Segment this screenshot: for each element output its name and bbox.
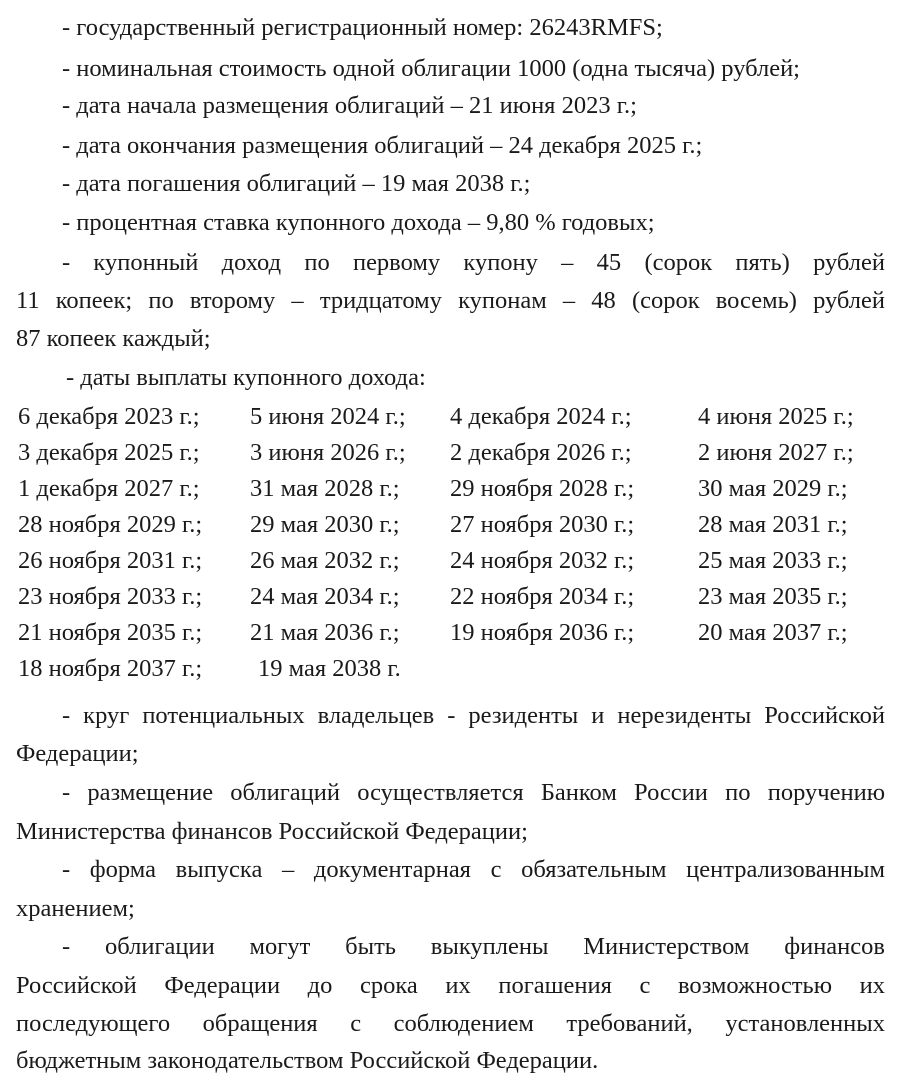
payment-dates-heading: - даты выплаты купонного дохода: [66,364,426,391]
payment-date: 28 мая 2031 г.; [698,511,848,538]
payment-date: 23 мая 2035 г.; [698,583,848,610]
bullet-coupon-rate: - процентная ставка купонного дохода – 9,80 % годовых; [62,209,655,236]
payment-dates-row [18,439,878,475]
payment-date: 31 мая 2028 г.; [250,475,400,502]
owners-line-1: - круг потенциальных владельцев - резиденты и нерезиденты Российской [62,702,885,729]
payment-date: 19 мая 2038 г. [258,655,401,682]
payment-date: 26 ноября 2031 г.; [18,547,203,574]
buyback-line-1: - облигации могут быть выкуплены Министерством финансов [62,933,885,960]
payment-date: 20 мая 2037 г.; [698,619,848,646]
bullet-redemption-date: - дата погашения облигаций – 19 мая 2038 г.; [62,170,531,197]
payment-date: 2 декабря 2026 г.; [450,439,632,466]
coupon-income-line-1: - купонный доход по первому купону – 45 (сорок пять) рублей [62,249,885,276]
placement-line-1: - размещение облигаций осуществляется Банком России по поручению [62,779,885,806]
payment-date: 24 ноября 2032 г.; [450,547,635,574]
bullet-placement-start: - дата начала размещения облигаций – 21 июня 2023 г.; [62,92,637,119]
payment-date: 29 ноября 2028 г.; [450,475,635,502]
payment-date: 6 декабря 2023 г.; [18,403,200,430]
form-line-1: - форма выпуска – документарная с обязательным централизованным [62,856,885,883]
placement-line-2: Министерства финансов Российской Федерации; [16,818,528,845]
payment-dates-row [18,511,878,547]
payment-date: 30 мая 2029 г.; [698,475,848,502]
payment-date: 3 декабря 2025 г.; [18,439,200,466]
payment-dates-row [18,583,878,619]
bullet-placement-end: - дата окончания размещения облигаций – 24 декабря 2025 г.; [62,132,703,159]
payment-date: 21 ноября 2035 г.; [18,619,203,646]
payment-dates-row [18,403,878,439]
form-line-2: хранением; [16,895,135,922]
payment-dates-table [18,403,878,691]
payment-date: 21 мая 2036 г.; [250,619,400,646]
payment-date: 24 мая 2034 г.; [250,583,400,610]
coupon-income-line-2: 11 копеек; по второму – тридцатому купонам – 48 (сорок восемь) рублей [16,287,885,314]
payment-date: 3 июня 2026 г.; [250,439,406,466]
payment-date: 25 мая 2033 г.; [698,547,848,574]
payment-date: 5 июня 2024 г.; [250,403,406,430]
payment-date: 19 ноября 2036 г.; [450,619,635,646]
coupon-income-line-3: 87 копеек каждый; [16,325,211,352]
payment-date: 1 декабря 2027 г.; [18,475,200,502]
payment-date: 2 июня 2027 г.; [698,439,854,466]
payment-date: 18 ноября 2037 г.; [18,655,203,682]
payment-date: 26 мая 2032 г.; [250,547,400,574]
payment-dates-row [18,547,878,583]
payment-date: 27 ноября 2030 г.; [450,511,635,538]
payment-date: 22 ноября 2034 г.; [450,583,635,610]
buyback-line-4: бюджетным законодательством Российской Федерации. [16,1047,599,1074]
owners-line-2: Федерации; [16,740,139,767]
payment-date: 4 июня 2025 г.; [698,403,854,430]
bullet-nominal-value: - номинальная стоимость одной облигации 1000 (одна тысяча) рублей; [62,55,800,82]
payment-date: 4 декабря 2024 г.; [450,403,632,430]
bullet-registration-number: - государственный регистрационный номер: 26243RMFS; [62,14,663,41]
payment-date: 28 ноября 2029 г.; [18,511,203,538]
payment-dates-row [18,475,878,511]
payment-dates-row [18,619,878,655]
payment-date: 29 мая 2030 г.; [250,511,400,538]
payment-date: 23 ноября 2033 г.; [18,583,203,610]
buyback-line-3: последующего обращения с соблюдением требований, установленных [16,1010,885,1037]
payment-dates-row [18,655,878,691]
buyback-line-2: Российской Федерации до срока их погашения с возможностью их [16,972,885,999]
